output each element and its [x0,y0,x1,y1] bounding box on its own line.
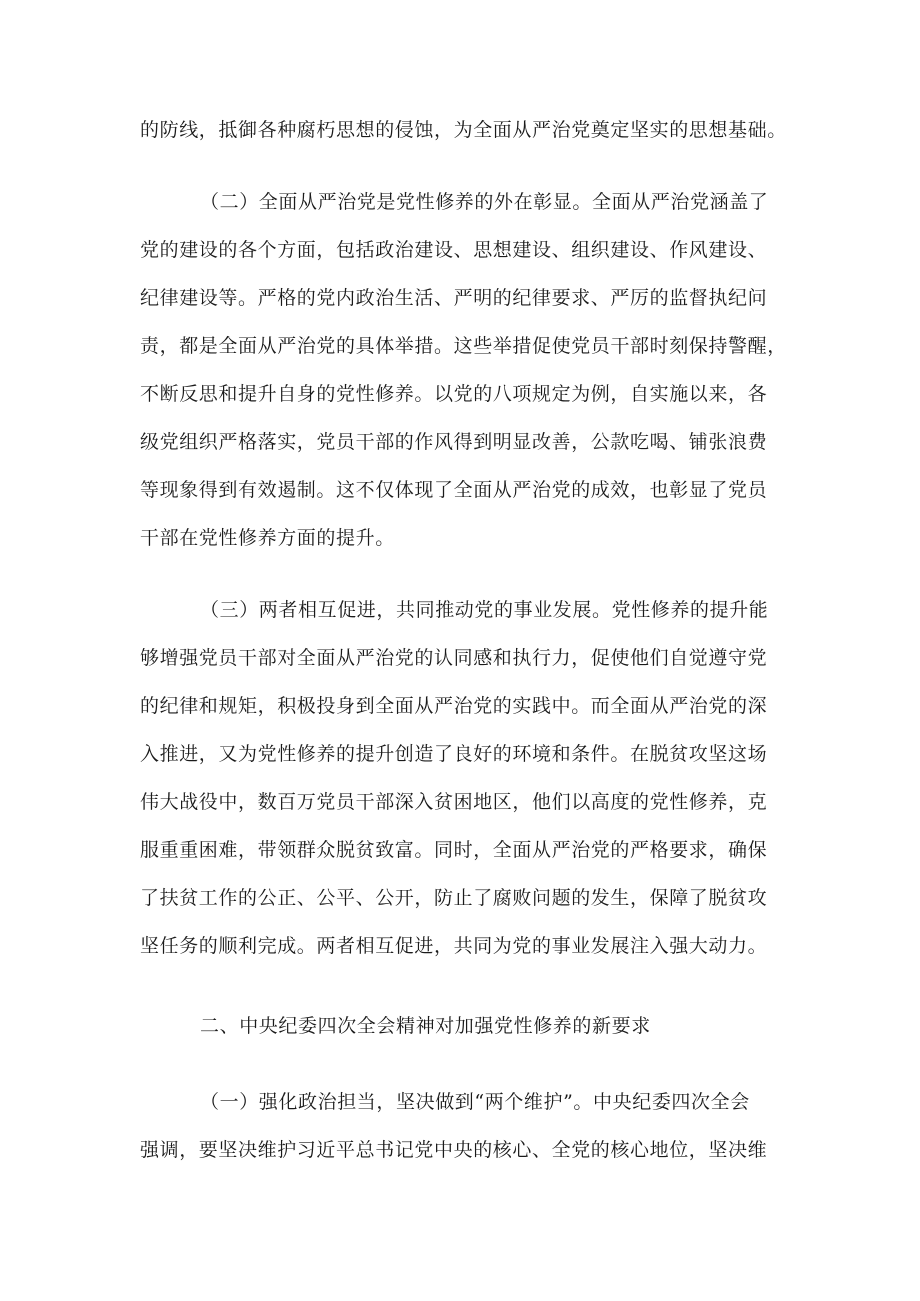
paragraph-line: 不断反思和提升自身的党性修养。以党的八项规定为例，自实施以来，各 [140,383,768,405]
paragraph-line: 责，都是全面从严治党的具体举措。这些举措促使党员干部时刻保持警醒， [140,335,787,357]
paragraph-line: （二）全面从严治党是党性修养的外在彰显。全面从严治党涵盖了 [200,191,769,213]
paragraph-line: 的纪律和规矩，积极投身到全面从严治党的实践中。而全面从严治党的深 [140,695,768,717]
paragraph-line: 干部在党性修养方面的提升。 [140,527,395,549]
section-heading: 二、中央纪委四次全会精神对加强党性修养的新要求 [200,1015,651,1037]
paragraph-line: （三）两者相互促进，共同推动党的事业发展。党性修养的提升能 [200,599,769,621]
paragraph-line: 够增强党员干部对全面从严治党的认同感和执行力，促使他们自觉遵守党 [140,647,768,669]
paragraph-line: 强调，要坚决维护习近平总书记党中央的核心、全党的核心地位，坚决维 [140,1139,768,1161]
paragraph-line: 纪律建设等。严格的党内政治生活、严明的纪律要求、严厉的监督执纪问 [140,287,768,309]
paragraph-line: 级党组织严格落实，党员干部的作风得到明显改善，公款吃喝、铺张浪费 [140,431,768,453]
paragraph-line: 伟大战役中，数百万党员干部深入贫困地区，他们以高度的党性修养，克 [140,791,768,813]
paragraph-line: 坚任务的顺利完成。两者相互促进，共同为党的事业发展注入强大动力。 [140,935,768,957]
paragraph-line: 的防线，抵御各种腐朽思想的侵蚀，为全面从严治党奠定坚实的思想基础。 [140,119,787,141]
paragraph-line: 入推进，又为党性修养的提升创造了良好的环境和条件。在脱贫攻坚这场 [140,743,768,765]
paragraph-line: 了扶贫工作的公正、公平、公开，防止了腐败问题的发生，保障了脱贫攻 [140,887,768,909]
paragraph-line: 服重重困难，带领群众脱贫致富。同时，全面从严治党的严格要求，确保 [140,839,768,861]
paragraph-line: 党的建设的各个方面，包括政治建设、思想建设、组织建设、作风建设、 [140,239,768,261]
paragraph-line: 等现象得到有效遏制。这不仅体现了全面从严治党的成效，也彰显了党员 [140,479,768,501]
paragraph-line: （一）强化政治担当，坚决做到“两个维护”。中央纪委四次全会 [200,1091,750,1113]
